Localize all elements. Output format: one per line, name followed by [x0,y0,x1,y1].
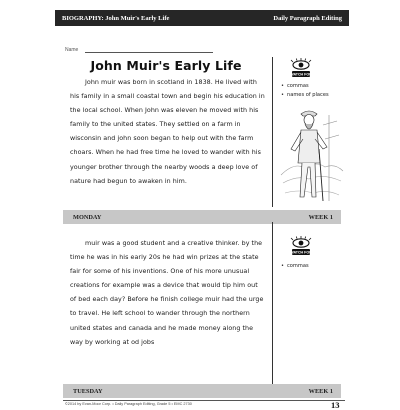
watch-for-label: WATCH FOR [290,72,312,77]
watch-for-eye-icon [289,58,313,78]
header-topic: BIOGRAPHY: John Muir's Early Life [62,14,170,22]
watch-for-label: WATCH FOR [290,250,312,255]
day-bar-monday [63,210,341,224]
watch-for-list [281,262,343,271]
column-divider [272,57,273,207]
tip-item: • commas [281,262,343,271]
page-number: 13 [331,400,340,410]
name-field[interactable] [85,52,213,53]
week-label: WEEK 1 [308,213,333,221]
header-series: Daily Paragraph Editing [273,14,342,22]
day-label: MONDAY [73,213,102,221]
footer-divider [63,400,345,401]
paragraph-monday: John muir was born in scotland in 1838. He lived with his family in a small coastal town and begin his education in the local school. When John was eleven he moved with his family to the united states. They settled on a farm in wisconsin and john soon began to help out with the farm choars. When he had free time he loved to wander with his younger brother through the nearby woods a deep love of nature had begun to awaken in him. [70,79,265,185]
john-muir-illustration [279,105,345,205]
watch-for-eye-icon [289,236,313,256]
tip-item: • commas [281,82,343,91]
paragraph-tuesday: muir was a good student and a creative thinker. by the time he was in his early 20s he had win prizes at the state fair for some of his inventions. One of his more unusual creations for example was a device that would tip him out of bed each day? Before he finish college muir had the urge to travel. He left school to wander through the northern united states and canada and he made money along the way by working at od jobs [70,240,264,346]
column-divider [272,222,273,384]
watch-for-list [281,82,343,100]
name-label: Name [65,47,79,53]
header-bar [55,10,349,26]
page-title: John Muir's Early Life [90,58,242,73]
week-label: WEEK 1 [308,387,333,395]
day-label: TUESDAY [73,387,103,395]
day-bar-tuesday [63,384,341,398]
footer-copyright: ©2014 by Evan-Moor Corp. • Daily Paragraph Editing, Grade 5 • EMC 2730 [65,402,192,406]
worksheet-page [55,10,349,410]
tip-item: • names of places [281,91,343,100]
